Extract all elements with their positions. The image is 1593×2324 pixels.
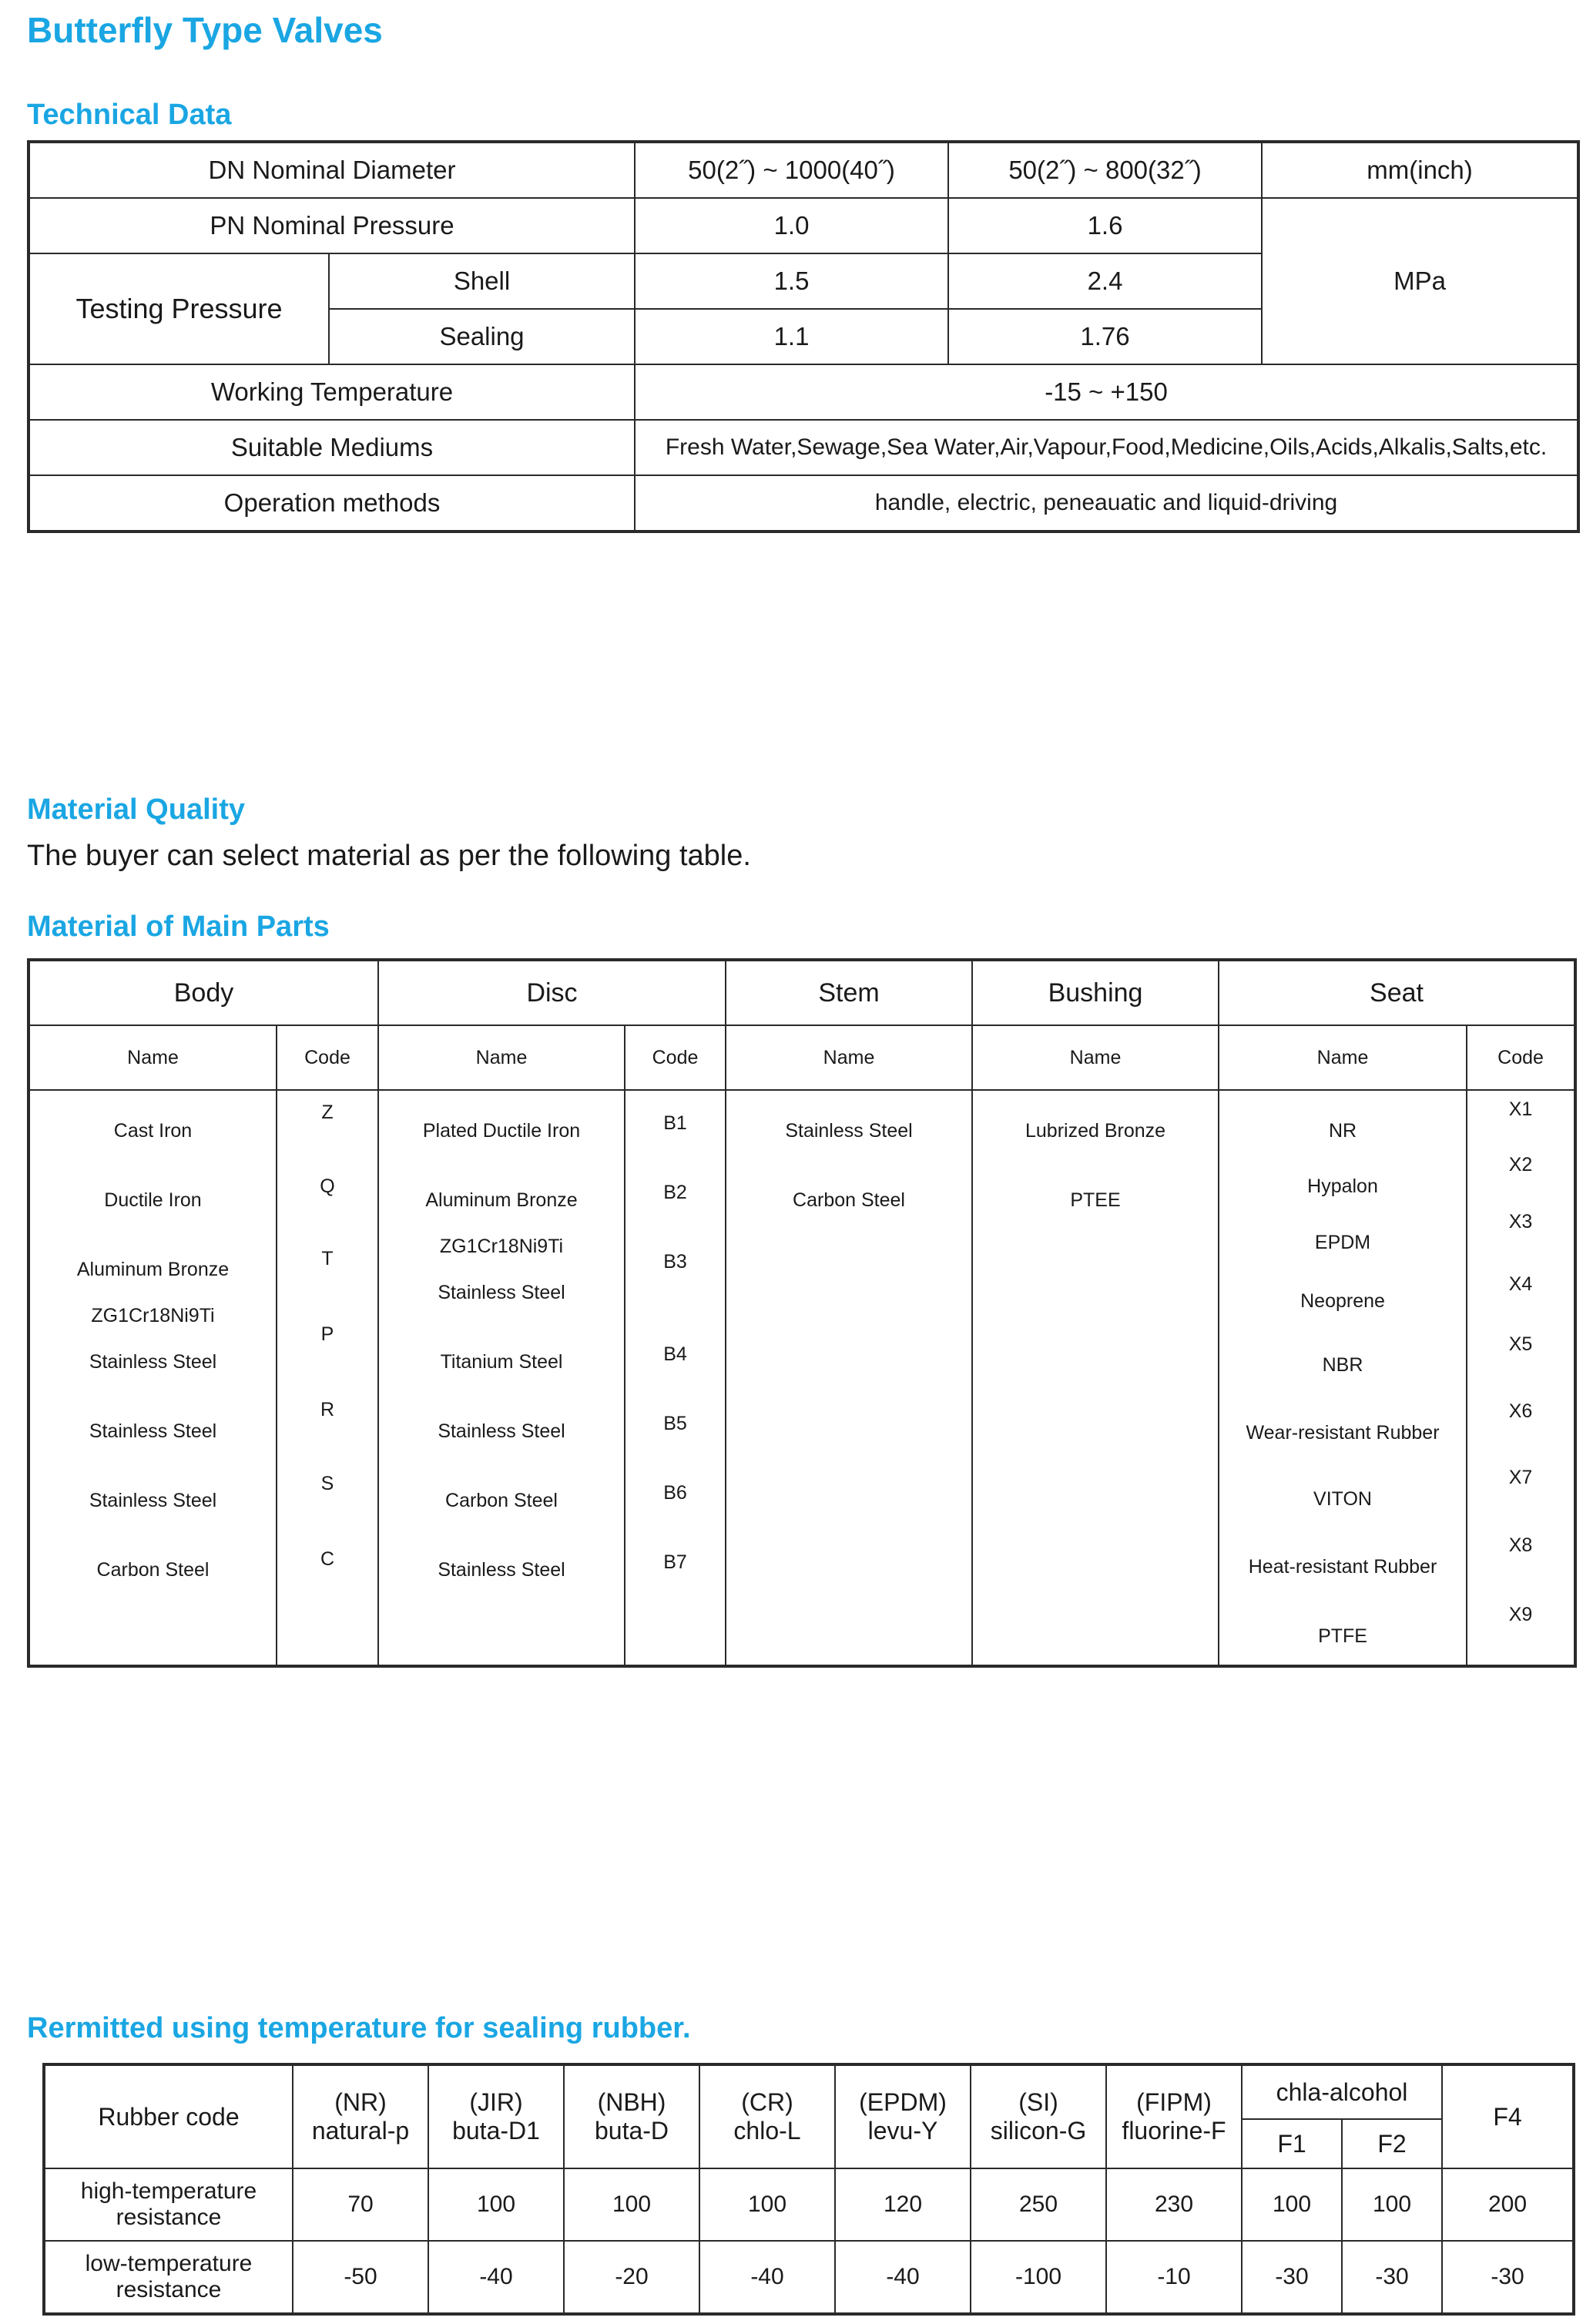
rubber-name: levu-Y	[867, 2117, 938, 2145]
disc-name: Stainless Steel	[438, 1420, 565, 1442]
seat-code: X3	[1508, 1211, 1533, 1232]
main-parts-table	[27, 958, 1577, 1668]
technical-data-table	[27, 140, 1580, 533]
seat-name: Heat-resistant Rubber	[1248, 1556, 1437, 1578]
seat-code-header: Code	[1467, 1025, 1575, 1090]
seat-name: VITON	[1313, 1488, 1372, 1510]
disc-code: B1	[663, 1112, 687, 1134]
rubber-code-f4: F4	[1442, 2064, 1574, 2168]
stem-name: Carbon Steel	[793, 1189, 905, 1211]
seat-code: X8	[1508, 1534, 1533, 1556]
disc-name-column	[379, 1091, 624, 1665]
rubber-code-f1: F1	[1242, 2119, 1342, 2168]
rubber-name: silicon-G	[990, 2117, 1087, 2145]
seat-code: X9	[1508, 1604, 1533, 1625]
body-name: Stainless Steel	[89, 1420, 217, 1442]
operation-label: Operation methods	[29, 475, 635, 532]
seat-code: X2	[1508, 1154, 1533, 1175]
rubber-name: fluorine-F	[1122, 2117, 1226, 2145]
low-temp-value: -30	[1342, 2241, 1442, 2314]
disc-name: Stainless Steel	[438, 1282, 565, 1303]
main-parts-heading: Material of Main Parts	[27, 910, 330, 943]
shell-a: 1.5	[635, 253, 948, 309]
low-temp-value: -40	[428, 2241, 564, 2314]
high-temp-value: 100	[428, 2168, 564, 2241]
seat-header: Seat	[1219, 960, 1575, 1025]
seat-name: Wear-resistant Rubber	[1246, 1422, 1440, 1444]
stem-name: Stainless Steel	[785, 1120, 913, 1142]
rubber-abbr: (JIR)	[469, 2088, 523, 2117]
seat-name: Neoprene	[1300, 1290, 1385, 1312]
rubber-code	[835, 2064, 971, 2168]
disc-code: B3	[663, 1251, 687, 1273]
rubber-abbr: (NBH)	[597, 2088, 666, 2117]
dn-range-a: 50(2˝) ~ 1000(40˝)	[635, 142, 948, 198]
stem-name-header: Name	[726, 1025, 972, 1090]
body-name-column	[30, 1091, 276, 1665]
mediums-label: Suitable Mediums	[29, 420, 635, 475]
rubber-abbr: (CR)	[741, 2088, 793, 2117]
body-code: Q	[320, 1175, 335, 1197]
operation-value: handle, electric, peneauatic and liquid-driving	[635, 475, 1578, 532]
high-temp-value: 230	[1106, 2168, 1242, 2241]
body-name: Aluminum Bronze	[76, 1259, 230, 1280]
pn-b: 1.6	[948, 198, 1262, 253]
intro-text: The buyer can select material as per the following table.	[27, 840, 751, 872]
high-temp-value: 100	[699, 2168, 835, 2241]
disc-name: Stainless Steel	[438, 1559, 565, 1581]
pn-label: PN Nominal Pressure	[29, 198, 635, 253]
seat-name: Hypalon	[1307, 1175, 1378, 1197]
disc-code-header: Code	[625, 1025, 726, 1090]
disc-name: ZG1Cr18Ni9Ti	[439, 1236, 564, 1257]
seat-name-column	[1219, 1091, 1466, 1665]
body-code: P	[320, 1323, 334, 1345]
seat-code: X7	[1508, 1467, 1533, 1488]
low-temp-value: -10	[1106, 2241, 1242, 2314]
rubber-code	[699, 2064, 835, 2168]
dn-unit: mm(inch)	[1262, 142, 1578, 198]
rubber-abbr: (FIPM)	[1136, 2088, 1212, 2117]
seat-code-column	[1467, 1091, 1574, 1665]
disc-code: B2	[663, 1182, 687, 1203]
high-temp-label: high-temperature resistance	[44, 2168, 293, 2241]
sealing-label: Sealing	[329, 309, 635, 364]
bushing-name: Lubrized Bronze	[1025, 1120, 1166, 1142]
dn-range-b: 50(2˝) ~ 800(32˝)	[948, 142, 1262, 198]
body-code: C	[320, 1548, 335, 1570]
dn-label: DN Nominal Diameter	[29, 142, 635, 198]
disc-code: B4	[663, 1343, 687, 1365]
sealing-a: 1.1	[635, 309, 948, 364]
low-temp-value: -100	[971, 2241, 1106, 2314]
low-temp-label: low-temperature resistance	[44, 2241, 293, 2314]
testing-pressure-label: Testing Pressure	[29, 253, 329, 364]
body-name: ZG1Cr18Ni9Ti	[91, 1305, 215, 1326]
disc-code: B7	[663, 1551, 687, 1573]
disc-code: B5	[663, 1413, 687, 1434]
pressure-unit: MPa	[1262, 198, 1578, 364]
rubber-abbr: (NR)	[334, 2088, 387, 2117]
chla-alcohol-group: chla-alcohol	[1242, 2064, 1442, 2119]
bushing-name-column	[973, 1091, 1218, 1665]
low-temp-value: -40	[699, 2241, 835, 2314]
body-header: Body	[29, 960, 378, 1025]
low-temp-value: -40	[835, 2241, 971, 2314]
disc-code: B6	[663, 1482, 687, 1504]
disc-code-column	[625, 1091, 725, 1665]
seat-code: X1	[1508, 1098, 1533, 1120]
body-code: T	[321, 1248, 334, 1269]
page-title: Butterfly Type Valves	[27, 10, 383, 50]
mediums-value: Fresh Water,Sewage,Sea Water,Air,Vapour,Food,Medicine,Oils,Acids,Alkalis,Salts,etc.	[635, 420, 1578, 475]
body-name: Stainless Steel	[89, 1490, 217, 1511]
high-temp-value: 100	[564, 2168, 699, 2241]
rubber-name: natural-p	[311, 2117, 410, 2145]
temperature-label: Working Temperature	[29, 364, 635, 420]
seat-name: NR	[1328, 1120, 1357, 1142]
low-temp-value: -50	[293, 2241, 428, 2314]
rubber-name: buta-D	[594, 2117, 669, 2145]
technical-data-heading: Technical Data	[27, 99, 232, 131]
disc-name: Plated Ductile Iron	[422, 1120, 581, 1142]
rubber-heading: Rermitted using temperature for sealing rubber.	[27, 2012, 691, 2044]
pn-a: 1.0	[635, 198, 948, 253]
seat-code: X5	[1508, 1333, 1533, 1355]
rubber-code	[564, 2064, 699, 2168]
sealing-b: 1.76	[948, 309, 1262, 364]
seat-name: PTFE	[1318, 1625, 1367, 1647]
seat-code: X6	[1508, 1400, 1533, 1422]
high-temp-value: 70	[293, 2168, 428, 2241]
disc-name: Titanium Steel	[440, 1351, 563, 1373]
disc-name-header: Name	[378, 1025, 625, 1090]
high-temp-value: 120	[835, 2168, 971, 2241]
shell-b: 2.4	[948, 253, 1262, 309]
body-code-column	[277, 1091, 377, 1665]
seat-name: EPDM	[1314, 1232, 1371, 1253]
body-name: Ductile Iron	[104, 1189, 202, 1211]
disc-header: Disc	[378, 960, 726, 1025]
low-temp-value: -30	[1442, 2241, 1574, 2314]
body-name-header: Name	[29, 1025, 277, 1090]
body-code: S	[320, 1473, 334, 1494]
rubber-code	[971, 2064, 1106, 2168]
seat-name-header: Name	[1219, 1025, 1467, 1090]
rubber-abbr: (EPDM)	[859, 2088, 947, 2117]
stem-name-column	[726, 1091, 971, 1665]
rubber-code	[293, 2064, 428, 2168]
body-code: R	[320, 1399, 335, 1420]
body-name: Carbon Steel	[96, 1559, 210, 1581]
rubber-name: chlo-L	[733, 2117, 801, 2145]
high-temp-value: 200	[1442, 2168, 1574, 2241]
body-code: Z	[321, 1102, 334, 1123]
rubber-abbr: (SI)	[1018, 2088, 1058, 2117]
bushing-header: Bushing	[972, 960, 1219, 1025]
shell-label: Shell	[329, 253, 635, 309]
temperature-value: -15 ~ +150	[635, 364, 1578, 420]
high-temp-value: 100	[1342, 2168, 1442, 2241]
body-code-header: Code	[277, 1025, 378, 1090]
bushing-name: PTEE	[1070, 1189, 1121, 1211]
disc-name: Aluminum Bronze	[425, 1189, 578, 1211]
stem-header: Stem	[726, 960, 972, 1025]
rubber-code-f2: F2	[1342, 2119, 1442, 2168]
disc-name: Carbon Steel	[445, 1490, 558, 1511]
rubber-code-label: Rubber code	[44, 2064, 293, 2168]
rubber-temperature-table	[42, 2063, 1575, 2316]
rubber-name: buta-D1	[452, 2117, 540, 2145]
material-quality-heading: Material Quality	[27, 793, 245, 826]
bushing-name-header: Name	[972, 1025, 1219, 1090]
high-temp-value: 250	[971, 2168, 1106, 2241]
low-temp-value: -30	[1242, 2241, 1342, 2314]
rubber-code	[428, 2064, 564, 2168]
body-name: Cast Iron	[113, 1120, 193, 1142]
seat-code: X4	[1508, 1273, 1533, 1295]
low-temp-value: -20	[564, 2241, 699, 2314]
seat-name: NBR	[1322, 1354, 1363, 1376]
rubber-code	[1106, 2064, 1242, 2168]
body-name: Stainless Steel	[89, 1351, 217, 1373]
high-temp-value: 100	[1242, 2168, 1342, 2241]
